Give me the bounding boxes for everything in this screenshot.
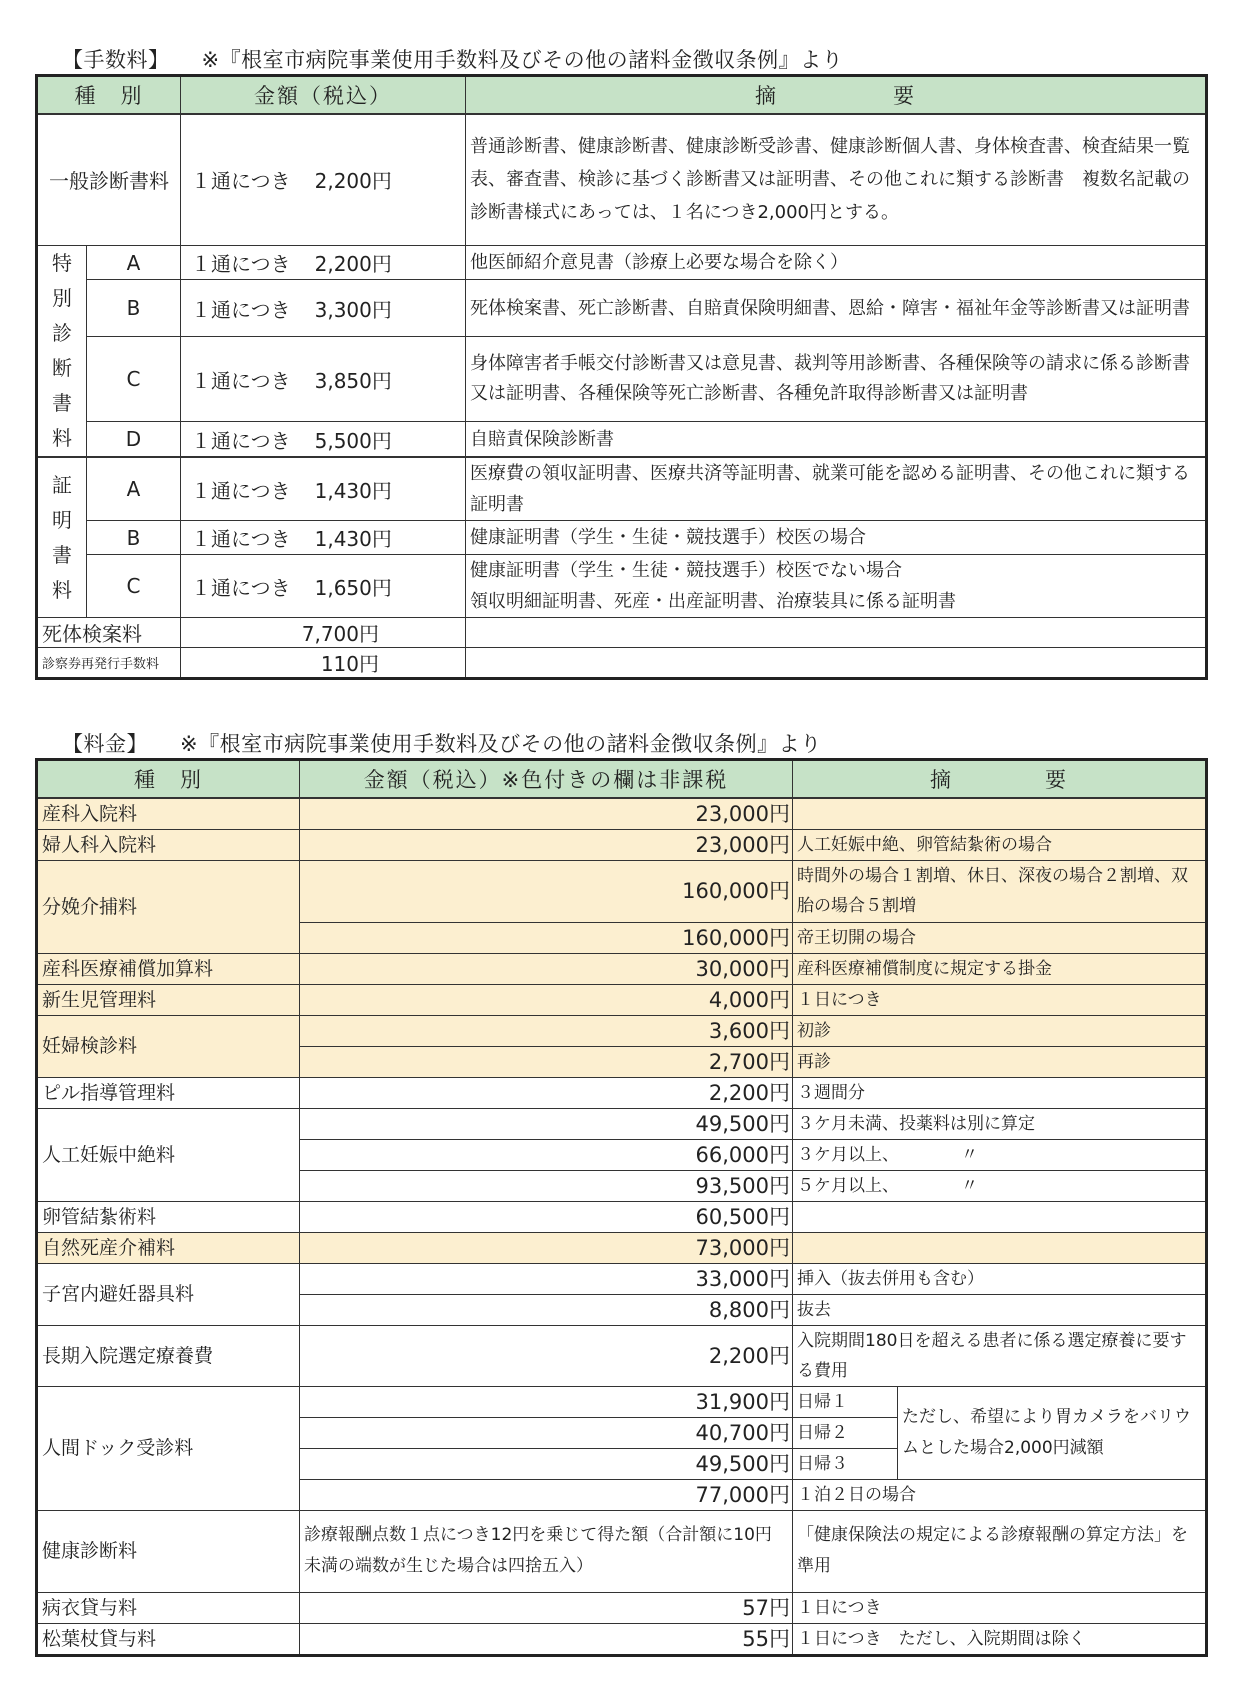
special-amount: １通につき 2,200円 — [181, 246, 466, 280]
cert-desc: 健康証明書（学生・生徒・競技選手）校医の場合 — [466, 521, 1207, 555]
charge-amount: 160,000円 — [300, 860, 793, 922]
charge-row — [37, 1015, 1207, 1046]
charge-name: 健康診断料 — [37, 1510, 300, 1592]
cert-class: A — [87, 457, 181, 521]
reissue-name: 診察券再発行手数料 — [37, 648, 181, 679]
cert-row-c — [37, 555, 1207, 618]
charge-name: 分娩介捕料 — [37, 860, 300, 953]
charge-name: ピル指導管理料 — [37, 1077, 300, 1108]
charge-name: 病衣貸与料 — [37, 1592, 300, 1623]
charge-amount: 77,000円 — [300, 1479, 793, 1510]
charge-desc: １日につき — [793, 984, 1207, 1015]
charges-caption — [62, 728, 822, 758]
charge-name: 自然死産介補料 — [37, 1232, 300, 1263]
charge-name: 長期入院選定療養費 — [37, 1325, 300, 1386]
special-class: A — [87, 246, 181, 280]
header-amount: 金額（税込）※色付きの欄は非課税 — [300, 760, 793, 798]
special-desc: 他医師紹介意見書（診療上必要な場合を除く） — [466, 246, 1207, 280]
cert-row-a — [37, 457, 1207, 521]
charge-desc: １泊２日の場合 — [793, 1479, 1207, 1510]
special-class: D — [87, 422, 181, 457]
general-desc: 普通診断書、健康診断書、健康診断受診書、健康診断個人書、身体検査書、検査結果一覧表、審査書、検診に基づく診断書又は証明書、その他これに類する診断書 複数名記載の診断書様式にあっては、１名につき2,000円とする。 — [466, 114, 1207, 246]
header-summary: 摘 要 — [466, 76, 1207, 114]
charge-desc: 再診 — [793, 1046, 1207, 1077]
charge-amount: 73,000円 — [300, 1232, 793, 1263]
general-row — [37, 114, 1207, 246]
header-type: 種 別 — [37, 76, 181, 114]
charge-desc: ５ケ月以上、 〃 — [793, 1170, 1207, 1201]
cert-amount: １通につき 1,430円 — [181, 521, 466, 555]
fees-table — [35, 74, 1208, 680]
charge-name: 妊婦検診料 — [37, 1015, 300, 1077]
charge-desc: 日帰１ — [793, 1386, 898, 1417]
charge-amount: 8,800円 — [300, 1294, 793, 1325]
corpse-name: 死体検案料 — [37, 618, 181, 648]
special-amount: １通につき 5,500円 — [181, 422, 466, 457]
charge-row — [37, 1592, 1207, 1623]
charge-desc: ３ケ月未満、投薬料は別に算定 — [793, 1108, 1207, 1139]
cert-amount: １通につき 1,650円 — [181, 555, 466, 618]
charge-desc — [793, 798, 1207, 830]
charge-amount: 55円 — [300, 1623, 793, 1655]
charge-row — [37, 1108, 1207, 1139]
header-amount: 金額（税込） — [181, 76, 466, 114]
charge-amount: 160,000円 — [300, 922, 793, 953]
charge-desc: 帝王切開の場合 — [793, 922, 1207, 953]
charge-name: 子宮内避妊器具料 — [37, 1263, 300, 1325]
charge-desc: 産科医療補償制度に規定する掛金 — [793, 953, 1207, 984]
cert-row-b — [37, 521, 1207, 555]
charge-row — [37, 1263, 1207, 1294]
cert-amount: １通につき 1,430円 — [181, 457, 466, 521]
charge-amount: 30,000円 — [300, 953, 793, 984]
charge-desc: ３ケ月以上、 〃 — [793, 1139, 1207, 1170]
charge-name: 松葉杖貸与料 — [37, 1623, 300, 1655]
header-summary: 摘 要 — [793, 760, 1207, 798]
cert-class: C — [87, 555, 181, 618]
charge-row — [37, 1623, 1207, 1655]
charge-row — [37, 1201, 1207, 1232]
charge-row — [37, 984, 1207, 1015]
special-desc: 身体障害者手帳交付診断書又は意見書、裁判等用診断書、各種保険等の請求に係る診断書又は証明書、各種保険等死亡診断書、各種免許取得診断書又は証明書 — [466, 337, 1207, 422]
reissue-row — [37, 648, 1207, 679]
charge-row — [37, 860, 1207, 922]
charge-row — [37, 829, 1207, 860]
reissue-amount: 110円 — [181, 648, 466, 679]
special-row-d — [37, 422, 1207, 457]
header-type: 種 別 — [37, 760, 300, 798]
charge-row — [37, 1386, 1207, 1417]
charges-header-row — [37, 760, 1207, 798]
charge-amount: 93,500円 — [300, 1170, 793, 1201]
reissue-desc — [466, 648, 1207, 679]
charge-amount-text: 診療報酬点数１点につき12円を乗じて得た額（合計額に10円未満の端数が生じた場合は四捨五入） — [300, 1510, 793, 1592]
charge-amount: 2,200円 — [300, 1077, 793, 1108]
special-amount: １通につき 3,850円 — [181, 337, 466, 422]
charge-name: 産科医療補償加算料 — [37, 953, 300, 984]
special-row-a — [37, 246, 1207, 280]
charge-amount: 57円 — [300, 1592, 793, 1623]
dock-note: ただし、希望により胃カメラをバリウムとした場合2,000円減額 — [898, 1386, 1207, 1479]
charge-desc: 人工妊娠中絶、卵管結紮術の場合 — [793, 829, 1207, 860]
corpse-amount: 7,700円 — [181, 618, 466, 648]
special-desc: 自賠責保険診断書 — [466, 422, 1207, 457]
corpse-row — [37, 618, 1207, 648]
charge-amount: 4,000円 — [300, 984, 793, 1015]
special-desc: 死体検案書、死亡診断書、自賠責保険明細書、恩給・障害・福祉年金等診断書又は証明書 — [466, 280, 1207, 337]
special-class: C — [87, 337, 181, 422]
charge-amount: 23,000円 — [300, 829, 793, 860]
charge-amount: 31,900円 — [300, 1386, 793, 1417]
charges-title: 【料金】 — [62, 732, 148, 756]
charge-amount: 49,500円 — [300, 1108, 793, 1139]
cert-class: B — [87, 521, 181, 555]
charge-name: 婦人科入院料 — [37, 829, 300, 860]
fees-note: ※『根室市病院事業使用手数料及びその他の諸料金徴収条例』より — [201, 48, 844, 72]
charge-desc — [793, 1232, 1207, 1263]
fees-title: 【手数料】 — [62, 48, 170, 72]
charge-desc: 入院期間180日を超える患者に係る選定療養に要する費用 — [793, 1325, 1207, 1386]
corpse-desc — [466, 618, 1207, 648]
charge-amount: 2,200円 — [300, 1325, 793, 1386]
charge-row — [37, 953, 1207, 984]
cert-desc: 健康証明書（学生・生徒・競技選手）校医でない場合 領収明細証明書、死産・出産証明書、治療装具に係る証明書 — [466, 555, 1207, 618]
charge-desc: 抜去 — [793, 1294, 1207, 1325]
charge-row — [37, 798, 1207, 830]
special-row-c — [37, 337, 1207, 422]
charge-desc — [793, 1201, 1207, 1232]
charge-name: 人間ドック受診料 — [37, 1386, 300, 1510]
special-amount: １通につき 3,300円 — [181, 280, 466, 337]
fees-header-row — [37, 76, 1207, 114]
charge-amount: 23,000円 — [300, 798, 793, 830]
charge-amount: 2,700円 — [300, 1046, 793, 1077]
charges-table — [35, 758, 1208, 1657]
charge-name: 産科入院料 — [37, 798, 300, 830]
charge-desc: 時間外の場合１割増、休日、深夜の場合２割増、双胎の場合５割増 — [793, 860, 1207, 922]
cert-label: 証 明 書 料 — [37, 457, 87, 618]
special-label: 特 別 診 断 書 料 — [37, 246, 87, 458]
charge-name: 新生児管理料 — [37, 984, 300, 1015]
charge-desc: 日帰２ — [793, 1417, 898, 1448]
special-row-b — [37, 280, 1207, 337]
charge-desc: 初診 — [793, 1015, 1207, 1046]
charge-amount: 49,500円 — [300, 1448, 793, 1479]
charge-desc: １日につき — [793, 1592, 1207, 1623]
charge-desc: 「健康保険法の規定による診療報酬の算定方法」を準用 — [793, 1510, 1207, 1592]
charge-row — [37, 1325, 1207, 1386]
fees-caption — [62, 44, 843, 74]
general-amount: １通につき 2,200円 — [181, 114, 466, 246]
charge-name: 卵管結紮術料 — [37, 1201, 300, 1232]
charge-desc: １日につき ただし、入院期間は除く — [793, 1623, 1207, 1655]
special-class: B — [87, 280, 181, 337]
charge-row — [37, 1232, 1207, 1263]
charge-amount: 33,000円 — [300, 1263, 793, 1294]
charge-desc: ３週間分 — [793, 1077, 1207, 1108]
charge-amount: 40,700円 — [300, 1417, 793, 1448]
charge-amount: 60,500円 — [300, 1201, 793, 1232]
charge-desc: 挿入（抜去併用も含む） — [793, 1263, 1207, 1294]
charge-row — [37, 1510, 1207, 1592]
charges-note: ※『根室市病院事業使用手数料及びその他の諸料金徴収条例』より — [180, 732, 822, 756]
charge-desc: 日帰３ — [793, 1448, 898, 1479]
charge-row — [37, 1077, 1207, 1108]
cert-desc: 医療費の領収証明書、医療共済等証明書、就業可能を認める証明書、その他これに類する証明書 — [466, 457, 1207, 521]
general-name: 一般診断書料 — [37, 114, 181, 246]
charge-name: 人工妊娠中絶料 — [37, 1108, 300, 1201]
charge-amount: 3,600円 — [300, 1015, 793, 1046]
charge-amount: 66,000円 — [300, 1139, 793, 1170]
